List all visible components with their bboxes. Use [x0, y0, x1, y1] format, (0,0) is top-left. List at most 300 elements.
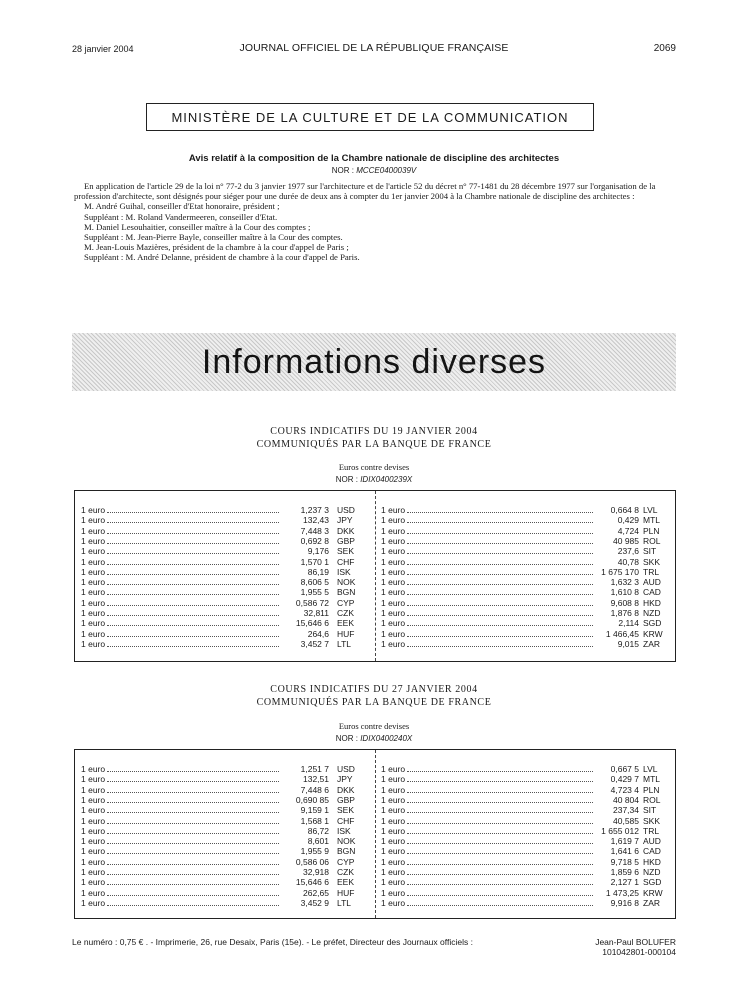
rate-currency: USD — [337, 505, 355, 515]
rate-currency: HUF — [337, 887, 355, 898]
rate-value: 1,955 9 — [300, 846, 329, 857]
rate-row — [81, 629, 373, 639]
rate-label: 1 euro — [381, 505, 406, 515]
rate-value: 1,568 1 — [300, 815, 329, 826]
rates-nor-label: NOR : — [335, 734, 358, 743]
rate-row — [381, 795, 673, 805]
avis-nor-label: NOR : — [331, 166, 354, 175]
rate-value: 9,718 5 — [610, 856, 639, 867]
rates-subtitle-1: Euros contre devises — [338, 462, 410, 472]
leader-dots — [107, 605, 279, 606]
rate-row — [81, 785, 373, 795]
rates-subtitle-2: Euros contre devises — [338, 721, 410, 731]
avis-member: Suppléant : M. André Delanne, président de chambre à la cour d'appel de Paris. — [84, 252, 360, 263]
rate-label: 1 euro — [381, 556, 406, 567]
avis-title: Avis relatif à la composition de la Chambre nationale de discipline des architectes — [188, 153, 560, 164]
rate-currency: SKK — [643, 556, 661, 567]
avis-intro: En application de l'article 29 de la loi n° 77-2 du 3 janvier 1977 sur l'architecture et de l'article 52 du décret n° 77-1481 du 28 décembre 1977 sur l'organisation de la profession d'architecte, sont désignés pour siéger pour une durée de deux ans à compter du 1er janvier 2004 à la Chambre nationale de discipline des architectes : — [74, 181, 656, 202]
rate-currency: CAD — [643, 587, 661, 598]
rate-currency: LTL — [337, 638, 352, 649]
rate-row — [81, 857, 373, 867]
leader-dots — [107, 646, 279, 647]
rate-label: 1 euro — [81, 825, 106, 836]
rate-row — [81, 639, 373, 649]
leader-dots — [107, 792, 279, 793]
rate-currency: SEK — [337, 546, 355, 557]
rate-label: 1 euro — [81, 525, 106, 536]
rate-row — [381, 567, 673, 577]
rate-value: 0,690 85 — [295, 794, 329, 805]
rate-value: 0,586 06 — [295, 856, 329, 867]
rate-currency: SIT — [643, 805, 657, 816]
rate-label: 1 euro — [81, 897, 106, 908]
rate-value: 132,43 — [303, 515, 329, 526]
rate-row — [81, 888, 373, 898]
rate-value: 1 655 012 — [601, 825, 639, 836]
rates-title-line1: COURS INDICATIFS DU 27 JANVIER 2004 — [270, 684, 478, 695]
rate-value: 4,723 4 — [610, 784, 639, 795]
leader-dots — [107, 833, 279, 834]
rate-value: 264,6 — [307, 628, 329, 639]
rate-row — [381, 536, 673, 546]
rate-row — [81, 608, 373, 618]
rate-row — [81, 598, 373, 608]
rate-row — [381, 867, 673, 877]
rate-row — [381, 785, 673, 795]
rate-value: 9,176 — [307, 546, 329, 557]
rate-currency: TRL — [643, 566, 660, 577]
rate-label: 1 euro — [381, 515, 406, 526]
rate-value: 0,692 8 — [300, 535, 329, 546]
rate-row — [381, 888, 673, 898]
rate-label: 1 euro — [381, 764, 406, 774]
rate-label: 1 euro — [381, 846, 406, 857]
avis-member: Suppléant : M. Jean-Pierre Bayle, conseiller maître à la Cour des comptes. — [84, 232, 343, 243]
rate-value: 0,429 — [617, 515, 639, 526]
rate-currency: HKD — [643, 597, 661, 608]
leader-dots — [407, 802, 593, 803]
rate-label: 1 euro — [381, 608, 406, 618]
rate-row — [381, 526, 673, 536]
rate-currency: SGD — [643, 877, 662, 888]
rate-row — [81, 536, 373, 546]
rate-label: 1 euro — [381, 628, 406, 639]
rate-row — [81, 764, 373, 774]
rate-row — [81, 836, 373, 846]
leader-dots — [407, 853, 593, 854]
avis-member: Suppléant : M. Roland Vandermeeren, conseiller d'Etat. — [84, 211, 278, 222]
leader-dots — [107, 564, 279, 565]
rate-currency: CAD — [643, 846, 661, 857]
rate-label: 1 euro — [81, 784, 106, 795]
rates-nor-1 — [0, 475, 748, 484]
rate-value: 2,127 1 — [610, 877, 639, 888]
leader-dots — [107, 625, 279, 626]
column-divider — [375, 491, 376, 661]
avis-member: M. André Guihal, conseiller d'Etat honoraire, président ; — [84, 201, 280, 212]
leader-dots — [107, 874, 279, 875]
rate-currency: MTL — [643, 515, 660, 526]
banner-title: Informations diverses — [201, 342, 547, 381]
rate-currency: JPY — [337, 515, 353, 526]
rate-currency: SKK — [643, 815, 661, 826]
rate-label: 1 euro — [81, 618, 106, 629]
rates-nor-label: NOR : — [335, 475, 358, 484]
rate-value: 1 675 170 — [601, 566, 639, 577]
rate-currency: USD — [337, 764, 355, 774]
leader-dots — [407, 812, 593, 813]
rate-currency: ROL — [643, 794, 661, 805]
leader-dots — [107, 512, 279, 513]
rate-row — [81, 898, 373, 908]
rate-value: 40 804 — [613, 794, 639, 805]
leader-dots — [107, 853, 279, 854]
rate-row — [381, 587, 673, 597]
rate-value: 40,78 — [617, 556, 639, 567]
rate-currency: NZD — [643, 867, 661, 877]
rate-label: 1 euro — [381, 887, 406, 898]
rate-label: 1 euro — [81, 774, 106, 785]
rate-label: 1 euro — [381, 856, 406, 867]
rate-currency: LVL — [643, 764, 658, 774]
rate-value: 40,585 — [613, 815, 639, 826]
rate-label: 1 euro — [81, 515, 106, 526]
rate-currency: CHF — [337, 815, 355, 826]
leader-dots — [107, 823, 279, 824]
rates-nor-code: IDIX0400240X — [360, 734, 413, 743]
journal-title: JOURNAL OFFICIEL DE LA RÉPUBLIQUE FRANÇAISE — [239, 42, 509, 54]
rate-value: 1,876 8 — [610, 608, 639, 618]
rate-currency: SEK — [337, 805, 355, 816]
rate-label: 1 euro — [81, 535, 106, 546]
rate-currency: SGD — [643, 618, 662, 629]
rate-label: 1 euro — [81, 805, 106, 816]
leader-dots — [407, 823, 593, 824]
rate-label: 1 euro — [381, 825, 406, 836]
rate-row — [381, 639, 673, 649]
rate-value: 3,452 7 — [300, 638, 329, 649]
rate-value: 0,429 7 — [610, 774, 639, 785]
rate-value: 1,619 7 — [610, 836, 639, 847]
leader-dots — [407, 543, 593, 544]
leader-dots — [407, 792, 593, 793]
rate-label: 1 euro — [81, 597, 106, 608]
rate-value: 1,570 1 — [300, 556, 329, 567]
rate-currency: PLN — [643, 784, 660, 795]
rate-value: 262,65 — [303, 887, 329, 898]
rate-value: 7,448 3 — [300, 525, 329, 536]
leader-dots — [107, 533, 279, 534]
rate-currency: CYP — [337, 856, 355, 867]
rate-row — [381, 557, 673, 567]
rate-value: 8,601 — [307, 836, 329, 847]
leader-dots — [107, 895, 279, 896]
rate-currency: EEK — [337, 618, 355, 629]
rate-currency: NOK — [337, 836, 356, 847]
rate-label: 1 euro — [81, 815, 106, 826]
rate-row — [81, 526, 373, 536]
rate-currency: CYP — [337, 597, 355, 608]
rate-value: 15,646 6 — [295, 618, 329, 629]
avis-body — [74, 181, 674, 263]
rate-row — [81, 557, 373, 567]
rates-title-line2: COMMUNIQUÉS PAR LA BANQUE DE FRANCE — [256, 439, 492, 450]
rate-label: 1 euro — [381, 774, 406, 785]
footer-code: 101042801-000104 — [602, 947, 676, 957]
rate-value: 1,610 8 — [610, 587, 639, 598]
leader-dots — [407, 771, 593, 772]
rate-value: 1,859 6 — [610, 867, 639, 877]
leader-dots — [107, 884, 279, 885]
rate-label: 1 euro — [81, 764, 106, 774]
rate-value: 0,664 8 — [610, 505, 639, 515]
header-date: 28 janvier 2004 — [72, 44, 134, 54]
leader-dots — [107, 905, 279, 906]
leader-dots — [107, 522, 279, 523]
leader-dots — [407, 646, 593, 647]
rate-label: 1 euro — [81, 794, 106, 805]
rate-label: 1 euro — [381, 805, 406, 816]
rates-nor-2 — [0, 734, 748, 743]
leader-dots — [107, 553, 279, 554]
rate-value: 7,448 6 — [300, 784, 329, 795]
leader-dots — [407, 615, 593, 616]
rate-value: 9,159 1 — [300, 805, 329, 816]
leader-dots — [107, 812, 279, 813]
rate-label: 1 euro — [81, 867, 106, 877]
leader-dots — [407, 781, 593, 782]
rate-currency: LTL — [337, 897, 352, 908]
leader-dots — [407, 522, 593, 523]
rate-label: 1 euro — [81, 856, 106, 867]
rate-label: 1 euro — [381, 784, 406, 795]
rate-currency: HUF — [337, 628, 355, 639]
rate-value: 9,015 — [617, 638, 639, 649]
rate-value: 237,6 — [617, 546, 639, 557]
rates-nor-code: IDIX0400239X — [360, 475, 413, 484]
leader-dots — [407, 884, 593, 885]
rate-value: 1,955 5 — [300, 587, 329, 598]
leader-dots — [107, 781, 279, 782]
rates-table-2 — [74, 749, 676, 919]
leader-dots — [407, 564, 593, 565]
leader-dots — [107, 615, 279, 616]
rate-value: 0,586 72 — [295, 597, 329, 608]
page-number: 2069 — [653, 43, 676, 54]
footer-signature — [595, 937, 676, 957]
rate-value: 237,34 — [613, 805, 639, 816]
leader-dots — [407, 605, 593, 606]
rate-currency: AUD — [643, 577, 661, 588]
rate-currency: DKK — [337, 784, 355, 795]
rate-value: 9,916 8 — [610, 897, 639, 908]
leader-dots — [107, 864, 279, 865]
leader-dots — [407, 533, 593, 534]
leader-dots — [407, 636, 593, 637]
leader-dots — [407, 833, 593, 834]
rate-row — [81, 515, 373, 525]
leader-dots — [407, 553, 593, 554]
rate-label: 1 euro — [81, 505, 106, 515]
avis-nor — [0, 166, 748, 175]
rate-row — [381, 836, 673, 846]
rate-label: 1 euro — [381, 794, 406, 805]
rate-label: 1 euro — [381, 638, 406, 649]
rate-currency: CHF — [337, 556, 355, 567]
rates-title-2 — [0, 683, 748, 709]
rate-row — [81, 577, 373, 587]
footer-text: Le numéro : 0,75 € . - Imprimerie, 26, rue Desaix, Paris (15e). - Le préfet, Directeur des Journaux officiels : — [72, 937, 473, 947]
rate-value: 2,114 — [618, 618, 639, 629]
rate-value: 32,918 — [303, 867, 329, 877]
leader-dots — [107, 584, 279, 585]
rate-row — [381, 546, 673, 556]
rate-currency: ZAR — [643, 638, 660, 649]
leader-dots — [407, 512, 593, 513]
leader-dots — [107, 636, 279, 637]
rate-row — [81, 877, 373, 887]
rate-currency: NOK — [337, 577, 356, 588]
rate-label: 1 euro — [381, 815, 406, 826]
rate-label: 1 euro — [81, 577, 106, 588]
rate-currency: CZK — [337, 867, 354, 877]
rate-currency: ISK — [337, 566, 351, 577]
rate-label: 1 euro — [81, 877, 106, 888]
rate-label: 1 euro — [381, 836, 406, 847]
rate-row — [381, 857, 673, 867]
avis-member: M. Jean-Louis Mazières, président de la chambre à la cour d'appel de Paris ; — [84, 242, 349, 253]
rate-row — [381, 577, 673, 587]
rate-label: 1 euro — [381, 566, 406, 577]
rate-label: 1 euro — [81, 556, 106, 567]
column-divider — [375, 750, 376, 918]
leader-dots — [107, 543, 279, 544]
rate-label: 1 euro — [81, 587, 106, 598]
rate-row — [381, 846, 673, 856]
rate-currency: BGN — [337, 846, 356, 857]
rates-title-line2: COMMUNIQUÉS PAR LA BANQUE DE FRANCE — [256, 697, 492, 708]
rate-row — [81, 795, 373, 805]
rate-row — [81, 816, 373, 826]
rate-row — [81, 846, 373, 856]
rate-row — [381, 608, 673, 618]
rates-table-1 — [74, 490, 676, 662]
rate-currency: HKD — [643, 856, 661, 867]
leader-dots — [407, 895, 593, 896]
rate-currency: JPY — [337, 774, 353, 785]
leader-dots — [407, 843, 593, 844]
rate-row — [381, 826, 673, 836]
rate-currency: MTL — [643, 774, 660, 785]
rate-currency: NZD — [643, 608, 661, 618]
rate-row — [81, 567, 373, 577]
rate-value: 3,452 9 — [300, 897, 329, 908]
rate-currency: GBP — [337, 535, 355, 546]
rate-currency: TRL — [643, 825, 660, 836]
rate-row — [381, 629, 673, 639]
rate-value: 86,72 — [307, 825, 329, 836]
avis-member: M. Daniel Lesouhaitier, conseiller maître à la Cour des comptes ; — [84, 221, 311, 232]
rate-value: 40 985 — [613, 535, 639, 546]
rate-value: 32,811 — [303, 608, 329, 618]
rate-label: 1 euro — [81, 608, 106, 618]
leader-dots — [407, 584, 593, 585]
leader-dots — [107, 771, 279, 772]
rate-row — [81, 546, 373, 556]
rate-label: 1 euro — [381, 597, 406, 608]
rate-label: 1 euro — [81, 566, 106, 577]
rate-label: 1 euro — [381, 525, 406, 536]
rate-value: 9,608 8 — [610, 597, 639, 608]
rate-value: 0,667 5 — [610, 764, 639, 774]
rate-row — [381, 816, 673, 826]
rate-label: 1 euro — [81, 546, 106, 557]
rate-currency: PLN — [643, 525, 660, 536]
leader-dots — [407, 594, 593, 595]
rate-row — [81, 505, 373, 515]
rate-row — [81, 826, 373, 836]
ministry-heading: MINISTÈRE DE LA CULTURE ET DE LA COMMUNICATION — [146, 103, 594, 131]
rate-currency: EEK — [337, 877, 355, 888]
rate-row — [381, 774, 673, 784]
rate-row — [381, 877, 673, 887]
rate-label: 1 euro — [81, 846, 106, 857]
rate-currency: CZK — [337, 608, 354, 618]
leader-dots — [407, 574, 593, 575]
rate-row — [381, 515, 673, 525]
rate-label: 1 euro — [381, 867, 406, 877]
rate-row — [381, 898, 673, 908]
rate-currency: ROL — [643, 535, 661, 546]
rate-value: 1,237 3 — [300, 505, 329, 515]
rate-currency: ZAR — [643, 897, 660, 908]
leader-dots — [407, 625, 593, 626]
rate-currency: AUD — [643, 836, 661, 847]
rate-currency: KRW — [643, 628, 663, 639]
leader-dots — [407, 905, 593, 906]
rate-value: 1,251 7 — [300, 764, 329, 774]
rate-row — [81, 805, 373, 815]
rate-value: 1 473,25 — [605, 887, 639, 898]
rate-value: 15,646 6 — [295, 877, 329, 888]
rate-label: 1 euro — [81, 638, 106, 649]
rate-currency: SIT — [643, 546, 657, 557]
rate-row — [381, 598, 673, 608]
rate-row — [381, 618, 673, 628]
rate-row — [381, 805, 673, 815]
rate-value: 1 466,45 — [605, 628, 639, 639]
rate-row — [81, 774, 373, 784]
rate-label: 1 euro — [381, 618, 406, 629]
rate-value: 86,19 — [307, 566, 329, 577]
rate-label: 1 euro — [381, 535, 406, 546]
rate-row — [381, 505, 673, 515]
rate-value: 8,606 5 — [300, 577, 329, 588]
rate-label: 1 euro — [381, 877, 406, 888]
rate-row — [81, 867, 373, 877]
rate-value: 1,632 3 — [610, 577, 639, 588]
rate-currency: ISK — [337, 825, 351, 836]
leader-dots — [107, 574, 279, 575]
rate-currency: GBP — [337, 794, 355, 805]
rate-label: 1 euro — [381, 577, 406, 588]
rates-title-1 — [0, 425, 748, 451]
rate-row — [81, 618, 373, 628]
rate-label: 1 euro — [81, 836, 106, 847]
leader-dots — [407, 864, 593, 865]
rate-label: 1 euro — [381, 897, 406, 908]
rates-title-line1: COURS INDICATIFS DU 19 JANVIER 2004 — [270, 426, 478, 437]
